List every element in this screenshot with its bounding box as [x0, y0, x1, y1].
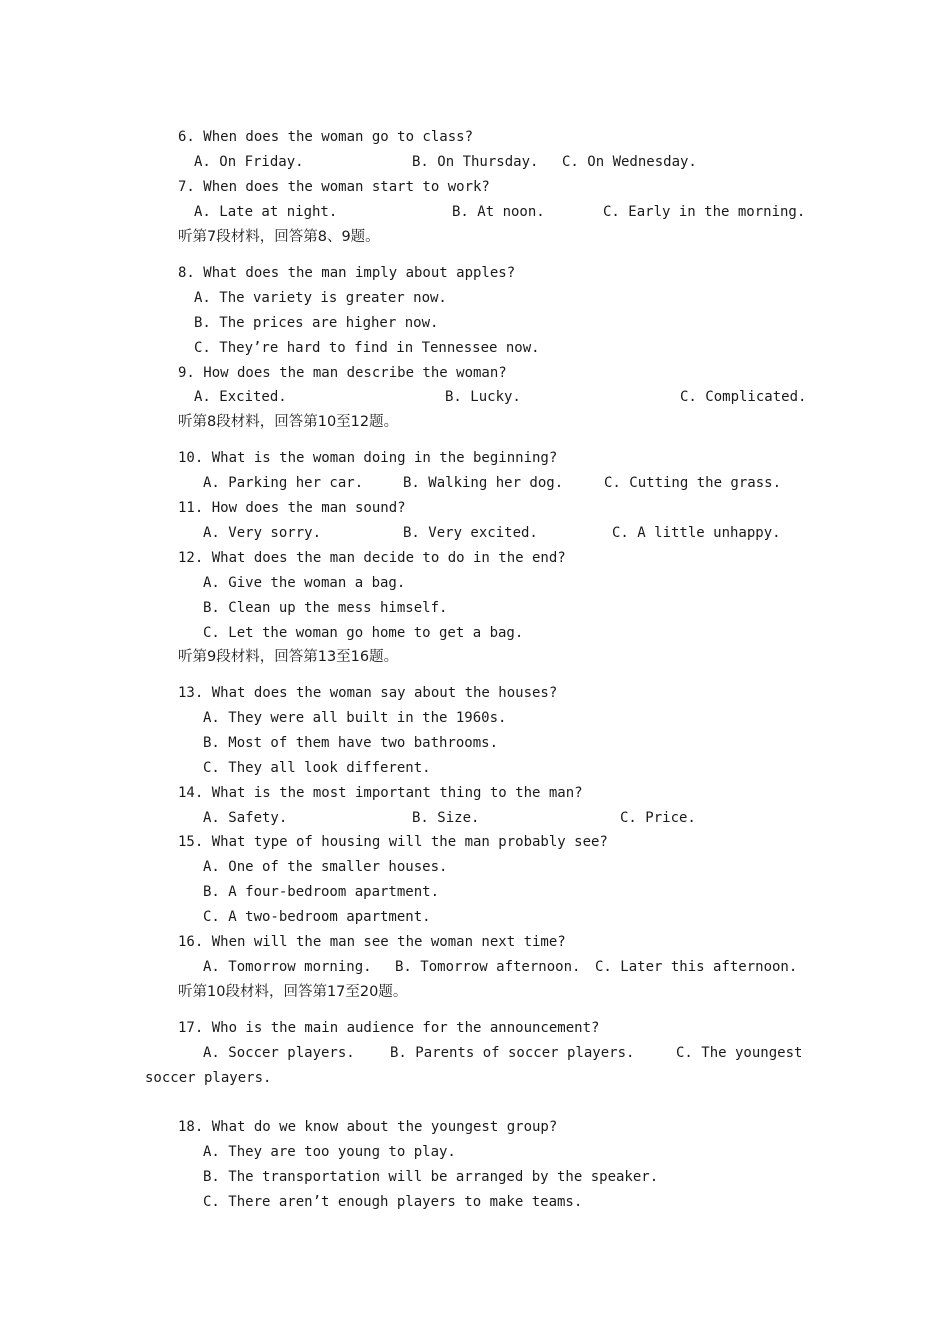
option-15b: B. A four-bedroom apartment. — [203, 884, 440, 900]
option-13c: C. They all look different. — [203, 760, 431, 776]
question-9: 9. How does the man describe the woman? — [178, 365, 507, 381]
option-12a: A. Give the woman a bag. — [203, 575, 406, 591]
option-17b: B. Parents of soccer players. — [390, 1045, 635, 1061]
option-6c: C. On Wednesday. — [562, 154, 697, 170]
option-15a: A. One of the smaller houses. — [203, 859, 448, 875]
option-17c: C. The youngest — [676, 1045, 803, 1061]
option-8b: B. The prices are higher now. — [194, 315, 439, 331]
question-13: 13. What does the woman say about the houses? — [178, 685, 558, 701]
option-18b: B. The transportation will be arranged by the speaker. — [203, 1169, 659, 1185]
option-9b: B. Lucky. — [445, 389, 521, 405]
question-12: 12. What does the man decide to do in the end? — [178, 550, 566, 566]
option-14b: B. Size. — [412, 810, 480, 826]
option-9c: C. Complicated. — [680, 389, 807, 405]
option-11a: A. Very sorry. — [203, 525, 322, 541]
option-15c: C. A two-bedroom apartment. — [203, 909, 431, 925]
option-6b: B. On Thursday. — [412, 154, 539, 170]
section-heading-8: 听第8段材料，回答第10至12题。 — [178, 414, 399, 430]
option-10b: B. Walking her dog. — [403, 475, 564, 491]
option-6a: A. On Friday. — [194, 154, 304, 170]
option-13a: A. They were all built in the 1960s. — [203, 710, 507, 726]
question-14: 14. What is the most important thing to the man? — [178, 785, 583, 801]
option-8a: A. The variety is greater now. — [194, 290, 447, 306]
section-heading-7: 听第7段材料，回答第8、9题。 — [178, 229, 380, 245]
option-16c: C. Later this afternoon. — [595, 959, 798, 975]
question-16: 16. When will the man see the woman next time? — [178, 934, 566, 950]
option-8c: C. They’re hard to find in Tennessee now. — [194, 340, 540, 356]
section-heading-9: 听第9段材料，回答第13至16题。 — [178, 649, 399, 665]
option-10c: C. Cutting the grass. — [604, 475, 782, 491]
question-11: 11. How does the man sound? — [178, 500, 406, 516]
option-7c: C. Early in the morning. — [603, 204, 806, 220]
question-18: 18. What do we know about the youngest group? — [178, 1119, 558, 1135]
option-18a: A. They are too young to play. — [203, 1144, 456, 1160]
question-8: 8. What does the man imply about apples? — [178, 265, 516, 281]
question-10: 10. What is the woman doing in the beginning? — [178, 450, 558, 466]
option-7a: A. Late at night. — [194, 204, 338, 220]
option-18c: C. There aren’t enough players to make teams. — [203, 1194, 583, 1210]
option-7b: B. At noon. — [452, 204, 545, 220]
question-17: 17. Who is the main audience for the announcement? — [178, 1020, 600, 1036]
option-17a: A. Soccer players. — [203, 1045, 355, 1061]
question-7: 7. When does the woman start to work? — [178, 179, 490, 195]
option-12b: B. Clean up the mess himself. — [203, 600, 448, 616]
option-12c: C. Let the woman go home to get a bag. — [203, 625, 524, 641]
option-17c-continued: soccer players. — [145, 1070, 272, 1086]
option-16b: B. Tomorrow afternoon. — [395, 959, 581, 975]
option-14c: C. Price. — [620, 810, 696, 826]
question-6: 6. When does the woman go to class? — [178, 129, 474, 145]
option-14a: A. Safety. — [203, 810, 288, 826]
option-11b: B. Very excited. — [403, 525, 538, 541]
option-10a: A. Parking her car. — [203, 475, 364, 491]
section-heading-10: 听第10段材料，回答第17至20题。 — [178, 984, 408, 1000]
option-9a: A. Excited. — [194, 389, 287, 405]
option-11c: C. A little unhappy. — [612, 525, 781, 541]
question-15: 15. What type of housing will the man probably see? — [178, 834, 608, 850]
option-13b: B. Most of them have two bathrooms. — [203, 735, 499, 751]
option-16a: A. Tomorrow morning. — [203, 959, 372, 975]
